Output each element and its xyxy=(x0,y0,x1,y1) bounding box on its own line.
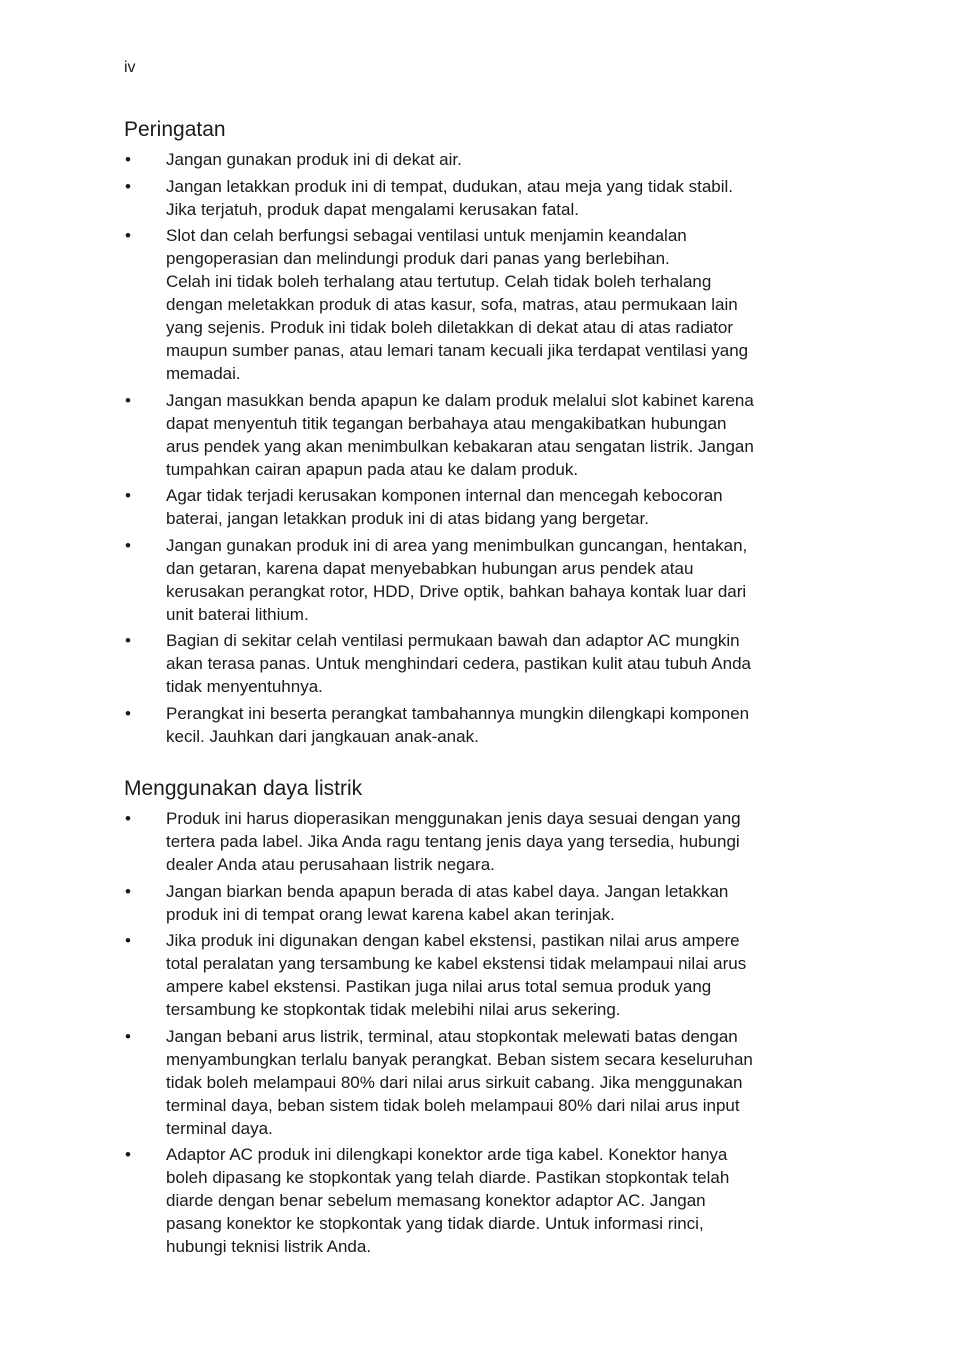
list-item xyxy=(124,880,824,926)
bullet-icon: • xyxy=(125,809,131,828)
list-item-text: Jangan gunakan produk ini di dekat air. xyxy=(166,150,462,169)
bullet-icon: • xyxy=(125,486,131,505)
warning-list xyxy=(124,148,824,748)
list-item xyxy=(124,484,824,530)
list-item-text: Jangan letakkan produk ini di tempat, dudukan, atau meja yang tidak stabil. Jika terjatuh, produk dapat mengalami kerusakan fatal. xyxy=(166,176,734,219)
list-item-text: Adaptor AC produk ini dilengkapi konektor arde tiga kabel. Konektor hanya boleh dipasang ke stopkontak yang telah diarde. Pastikan stopkontak telah diarde dengan benar sebelum memasang konektor adaptor AC. Jangan pasang konektor ke stopkontak yang tidak diarde. Untuk informasi rinci, hubungi teknisi listrik Anda. xyxy=(166,1145,730,1256)
list-item xyxy=(124,148,824,171)
list-item xyxy=(124,702,824,748)
bullet-icon: • xyxy=(125,881,131,901)
list-item-text: Jangan gunakan produk ini di area yang menimbulkan guncangan, hentakan, dan getaran, karena dapat menyebabkan hubungan arus pendek atau kerusakan perangkat rotor, HDD, Drive optik, bahkan bahaya kontak luar dari unit baterai lithium. xyxy=(166,535,748,624)
list-item xyxy=(124,1025,824,1140)
bullet-icon: • xyxy=(125,631,131,650)
bullet-icon: • xyxy=(125,176,131,196)
list-item xyxy=(124,534,824,626)
list-item xyxy=(124,807,824,876)
list-item xyxy=(124,389,824,481)
list-item-text: Slot dan celah berfungsi sebagai ventilasi untuk menjamin keandalan pengoperasian dan melindungi produk dari panas yang berlebihan. Celah ini tidak boleh terhalang atau tertutup. Celah tidak boleh terhalang dengan meletakkan produk di atas kasur, sofa, matras, atau permukaan lain yang sejenis. Produk ini tidak boleh diletakkan di dekat atau di atas radiator maupun sumber panas, atau lemari tanam kecuali jika terdapat ventilasi yang memadai. xyxy=(166,226,749,383)
section-title-power: Menggunakan daya listrik xyxy=(124,777,363,800)
bullet-icon: • xyxy=(125,390,131,410)
list-item xyxy=(124,175,824,221)
bullet-icon: • xyxy=(125,535,131,555)
power-list xyxy=(124,807,824,1258)
list-item-text: Bagian di sekitar celah ventilasi permukaan bawah dan adaptor AC mungkin akan terasa panas. Untuk menghindari cedera, pastikan kulit atau tubuh Anda tidak menyentuhnya. xyxy=(166,631,751,696)
bullet-icon: • xyxy=(125,703,131,723)
list-item-text: Perangkat ini beserta perangkat tambahannya mungkin dilengkapi komponen kecil. Jauhkan dari jangkauan anak-anak. xyxy=(166,703,750,746)
list-item xyxy=(124,929,824,1021)
list-item-text: Produk ini harus dioperasikan menggunakan jenis daya sesuai dengan yang tertera pada label. Jika Anda ragu tentang jenis daya yang tersedia, hubungi dealer Anda atau perusahaan listrik negara. xyxy=(166,809,741,874)
list-item-text: Jika produk ini digunakan dengan kabel ekstensi, pastikan nilai arus ampere total peralatan yang tersambung ke kabel ekstensi tidak melampaui nilai arus ampere kabel ekstensi. Pastikan juga nilai arus total semua produk yang tersambung ke stopkontak tidak melebihi nilai arus sekering. xyxy=(166,931,747,1019)
bullet-icon: • xyxy=(125,1026,131,1046)
list-item xyxy=(124,629,824,698)
power-section xyxy=(124,776,824,1262)
list-item-text: Jangan masukkan benda apapun ke dalam produk melalui slot kabinet karena dapat menyentuh titik tegangan berbahaya atau mengakibatkan hubungan arus pendek yang akan menimbulkan kebakaran atau sengatan listrik. Jangan tumpahkan cairan apapun pada atau ke dalam produk. xyxy=(166,390,754,479)
warning-section xyxy=(124,117,824,751)
section-title-warning: Peringatan xyxy=(124,118,226,141)
bullet-icon: • xyxy=(125,226,131,245)
list-item xyxy=(124,1143,824,1258)
bullet-icon: • xyxy=(125,1145,131,1164)
list-item-text: Agar tidak terjadi kerusakan komponen internal dan mencegah kebocoran baterai, jangan letakkan produk ini di atas bidang yang bergetar. xyxy=(166,486,723,528)
bullet-icon: • xyxy=(125,150,131,169)
page-number: iv xyxy=(124,59,136,76)
bullet-icon: • xyxy=(125,931,131,950)
list-item-text: Jangan biarkan benda apapun berada di atas kabel daya. Jangan letakkan produk ini di tempat orang lewat karena kabel akan terinjak. xyxy=(166,881,729,924)
list-item xyxy=(124,224,824,385)
list-item-text: Jangan bebani arus listrik, terminal, atau stopkontak melewati batas dengan menyambungkan terlalu banyak perangkat. Beban sistem secara keseluruhan tidak boleh melampaui 80% dari nilai arus sirkuit cabang. Jika menggunakan terminal daya, beban sistem tidak boleh melampaui 80% dari nilai arus input terminal daya. xyxy=(166,1026,753,1138)
